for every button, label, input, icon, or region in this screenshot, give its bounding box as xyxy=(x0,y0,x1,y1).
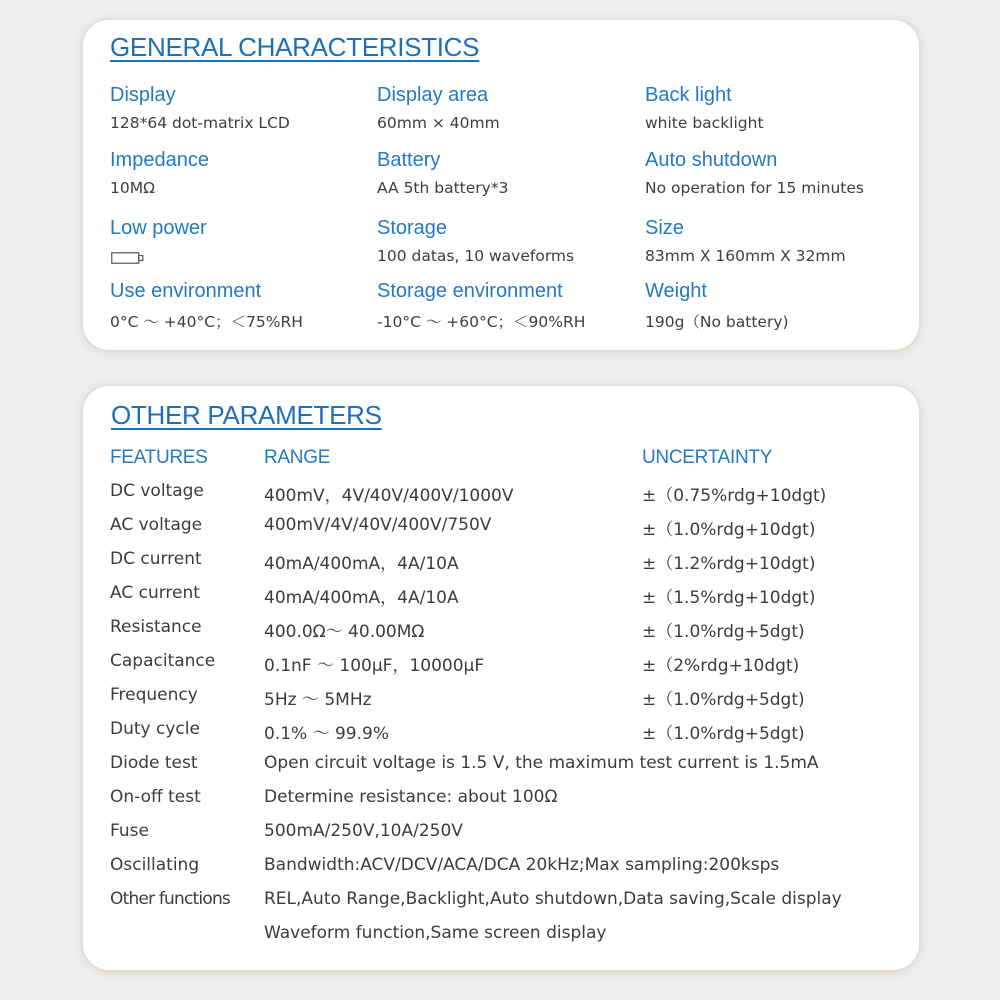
feature-cell: Fuse xyxy=(110,821,149,841)
spec-value: -10°C ～ +60°C；＜90%RH xyxy=(377,313,586,331)
range-cell: 500mA/250V,10A/250V xyxy=(264,821,463,841)
range-cell: 400.0Ω～ 40.00MΩ xyxy=(264,622,425,642)
range-cell: 400mV，4V/40V/400V/1000V xyxy=(264,486,514,506)
spec-label: Storage environment xyxy=(377,280,563,302)
uncertainty-cell: ±（0.75%rdg+10dgt) xyxy=(642,486,827,506)
uncertainty-cell: ±（1.2%rdg+10dgt) xyxy=(642,554,816,574)
table-row xyxy=(83,821,919,851)
range-cell: Bandwidth:ACV/DCV/ACA/DCA 20kHz;Max sampling:200ksps xyxy=(264,855,780,875)
range-cell: Open circuit voltage is 1.5 V, the maximum test current is 1.5mA xyxy=(264,753,819,773)
uncertainty-cell: ±（2%rdg+10dgt) xyxy=(642,656,800,676)
range-cell: 400mV/4V/40V/400V/750V xyxy=(264,515,492,535)
general-characteristics-title: GENERAL CHARACTERISTICS xyxy=(110,32,480,62)
table-row xyxy=(83,923,919,953)
range-header: RANGE xyxy=(264,447,331,468)
table-row xyxy=(83,855,919,885)
spec-value: 10MΩ xyxy=(110,179,155,197)
spec-label: Weight xyxy=(645,280,707,302)
range-cell: REL,Auto Range,Backlight,Auto shutdown,Data saving,Scale display xyxy=(264,889,842,909)
features-header: FEATURES xyxy=(110,447,208,468)
general-characteristics-card xyxy=(83,20,919,350)
uncertainty-cell: ±（1.0%rdg+5dgt) xyxy=(642,622,805,642)
range-cell: Waveform function,Same screen display xyxy=(264,923,607,943)
uncertainty-cell: ±（1.5%rdg+10dgt) xyxy=(642,588,816,608)
spec-value: 60mm × 40mm xyxy=(377,114,500,132)
range-cell: Determine resistance: about 100Ω xyxy=(264,787,558,807)
table-row xyxy=(83,617,919,647)
table-row xyxy=(83,719,919,749)
spec-value: 0°C ～ +40°C；＜75%RH xyxy=(110,313,303,331)
spec-label: Storage xyxy=(377,217,448,239)
feature-cell: AC current xyxy=(110,583,200,603)
spec-label: Display area xyxy=(377,84,489,106)
spec-value: No operation for 15 minutes xyxy=(645,179,864,197)
feature-cell: DC voltage xyxy=(110,481,204,501)
spec-label: Display xyxy=(110,84,176,106)
feature-cell: Frequency xyxy=(110,685,198,705)
other-parameters-card xyxy=(83,386,919,970)
spec-label: Size xyxy=(645,217,684,239)
battery-icon xyxy=(111,251,151,265)
table-row xyxy=(83,515,919,545)
range-cell: 40mA/400mA，4A/10A xyxy=(264,588,459,608)
feature-cell: Other functions xyxy=(110,889,230,909)
spec-label: Low power xyxy=(110,217,207,239)
spec-value: 83mm X 160mm X 32mm xyxy=(645,247,846,265)
feature-cell: On-off test xyxy=(110,787,201,807)
spec-label: Use environment xyxy=(110,280,262,302)
spec-value: 128*64 dot-matrix LCD xyxy=(110,114,290,132)
table-row xyxy=(83,583,919,613)
feature-cell: Capacitance xyxy=(110,651,216,671)
uncertainty-cell: ±（1.0%rdg+5dgt) xyxy=(642,724,805,744)
feature-cell: AC voltage xyxy=(110,515,203,535)
spec-label: Impedance xyxy=(110,149,209,171)
feature-cell: DC current xyxy=(110,549,202,569)
spec-value: AA 5th battery*3 xyxy=(377,179,509,197)
table-row xyxy=(83,481,919,511)
spec-label: Battery xyxy=(377,149,441,171)
spec-value: 100 datas, 10 waveforms xyxy=(377,247,575,265)
uncertainty-cell: ±（1.0%rdg+5dgt) xyxy=(642,690,805,710)
feature-cell: Resistance xyxy=(110,617,202,637)
feature-cell: Oscillating xyxy=(110,855,200,875)
spec-label: Back light xyxy=(645,84,732,106)
spec-value: 190g（No battery) xyxy=(645,313,789,331)
feature-cell: Duty cycle xyxy=(110,719,200,739)
spec-value: white backlight xyxy=(645,114,764,132)
table-row xyxy=(83,889,919,919)
range-cell: 0.1nF ～ 100μF，10000μF xyxy=(264,656,485,676)
feature-cell: Diode test xyxy=(110,753,198,773)
range-cell: 5Hz ～ 5MHz xyxy=(264,690,372,710)
table-row xyxy=(83,685,919,715)
range-cell: 0.1% ～ 99.9% xyxy=(264,724,390,744)
table-row xyxy=(83,549,919,579)
range-cell: 40mA/400mA，4A/10A xyxy=(264,554,459,574)
table-row xyxy=(83,787,919,817)
spec-label: Auto shutdown xyxy=(645,149,778,171)
other-parameters-title: OTHER PARAMETERS xyxy=(111,400,382,430)
uncertainty-header: UNCERTAINTY xyxy=(642,447,773,468)
table-row xyxy=(83,753,919,783)
uncertainty-cell: ±（1.0%rdg+10dgt) xyxy=(642,520,816,540)
table-row xyxy=(83,651,919,681)
